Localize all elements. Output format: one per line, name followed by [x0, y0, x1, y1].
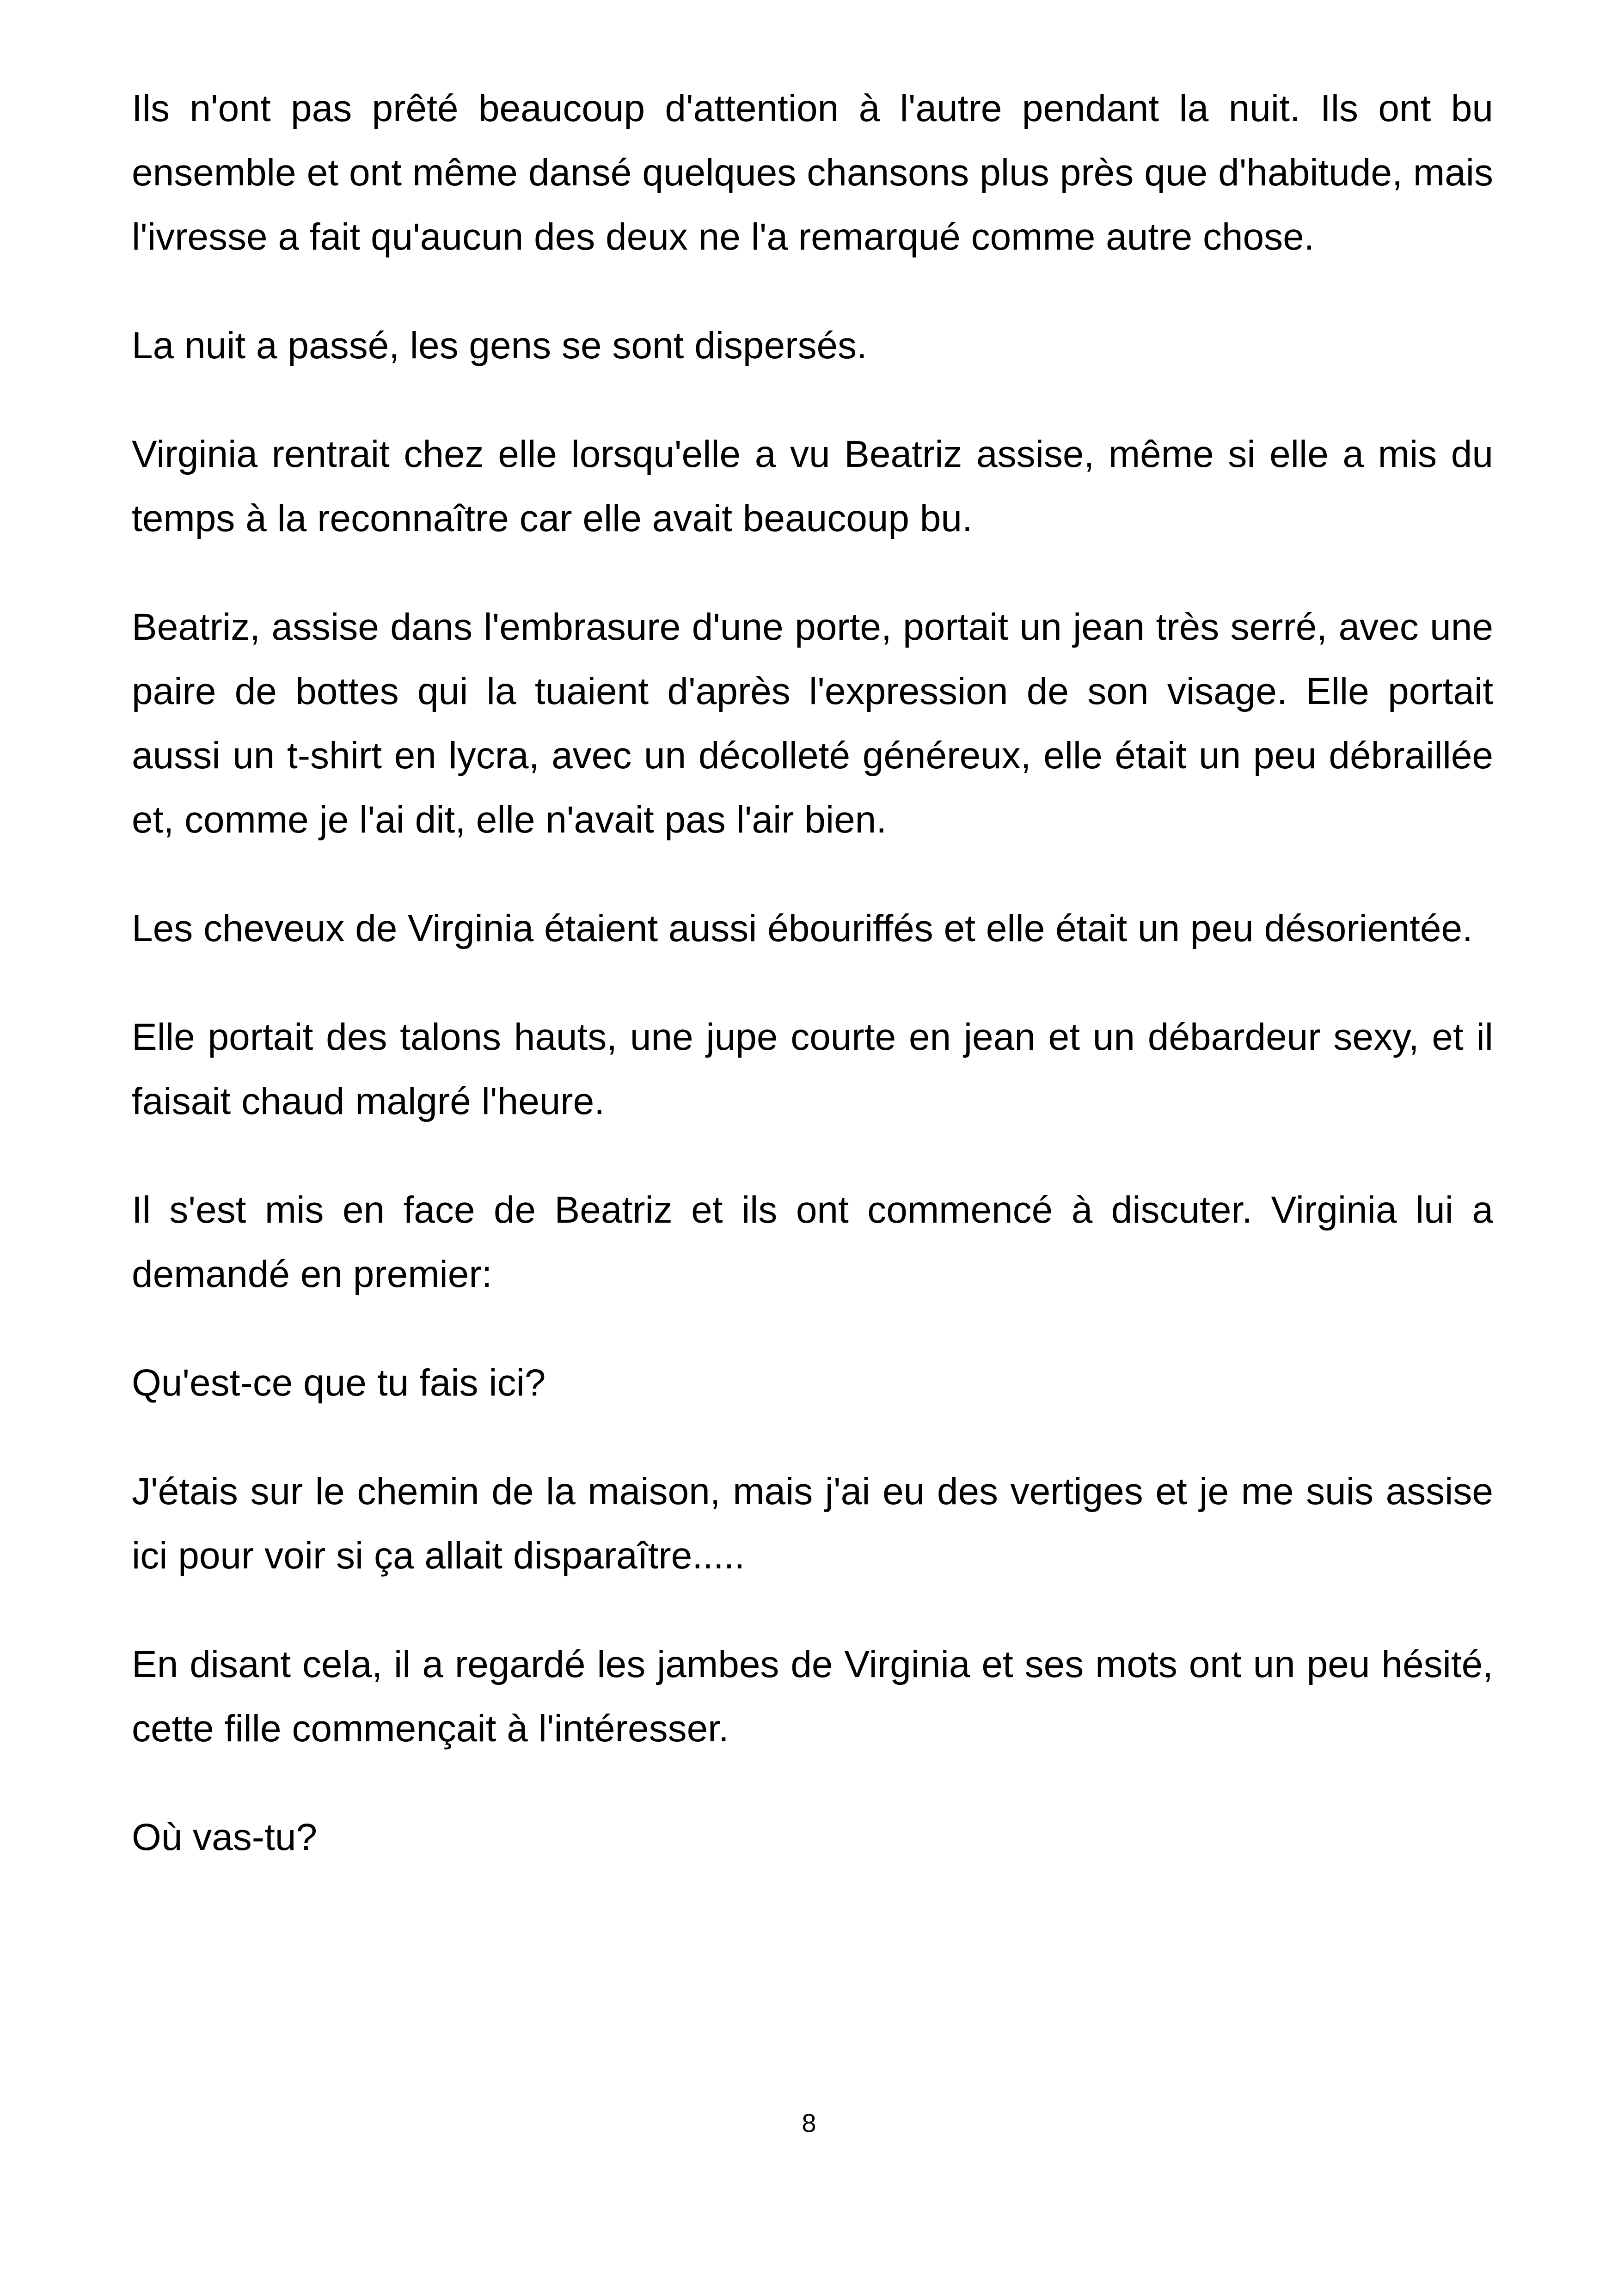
page-body: [132, 76, 1493, 1914]
page-number: 8: [802, 2108, 816, 2137]
paragraph: La nuit a passé, les gens se sont dispersés.: [132, 325, 867, 367]
paragraph: Où vas-tu?: [132, 1816, 318, 1858]
paragraph: Qu'est-ce que tu fais ici?: [132, 1362, 546, 1404]
paragraph: Il s'est mis en face de Beatriz et ils ont commencé à discuter. Virginia lui a demandé en premier:: [132, 1189, 1493, 1295]
paragraph: Ils n'ont pas prêté beaucoup d'attention à l'autre pendant la nuit. Ils ont bu ensemble et ont même dansé quelques chansons plus près que d'habitude, mais l'ivresse a fait qu'aucun des deux ne l'a remarqué comme autre chose.: [132, 87, 1493, 258]
paragraph: Les cheveux de Virginia étaient aussi ébouriffés et elle était un peu désorientée.: [132, 907, 1473, 949]
paragraph: Beatriz, assise dans l'embrasure d'une porte, portait un jean très serré, avec une paire de bottes qui la tuaient d'après l'expression de son visage. Elle portait aussi un t-shirt en lycra, avec un décolleté généreux, elle était un peu débraillée et, comme je l'ai dit, elle n'avait pas l'air bien.: [132, 606, 1493, 841]
paragraph: J'étais sur le chemin de la maison, mais j'ai eu des vertiges et je me suis assise ici pour voir si ça allait disparaître.....: [132, 1470, 1493, 1577]
paragraph: En disant cela, il a regardé les jambes de Virginia et ses mots ont un peu hésité, cette fille commençait à l'intéresser.: [132, 1643, 1493, 1750]
paragraph: Virginia rentrait chez elle lorsqu'elle a vu Beatriz assise, même si elle a mis du temps à la reconnaître car elle avait beaucoup bu.: [132, 433, 1493, 539]
paragraph: Elle portait des talons hauts, une jupe courte en jean et un débardeur sexy, et il faisait chaud malgré l'heure.: [132, 1016, 1493, 1122]
